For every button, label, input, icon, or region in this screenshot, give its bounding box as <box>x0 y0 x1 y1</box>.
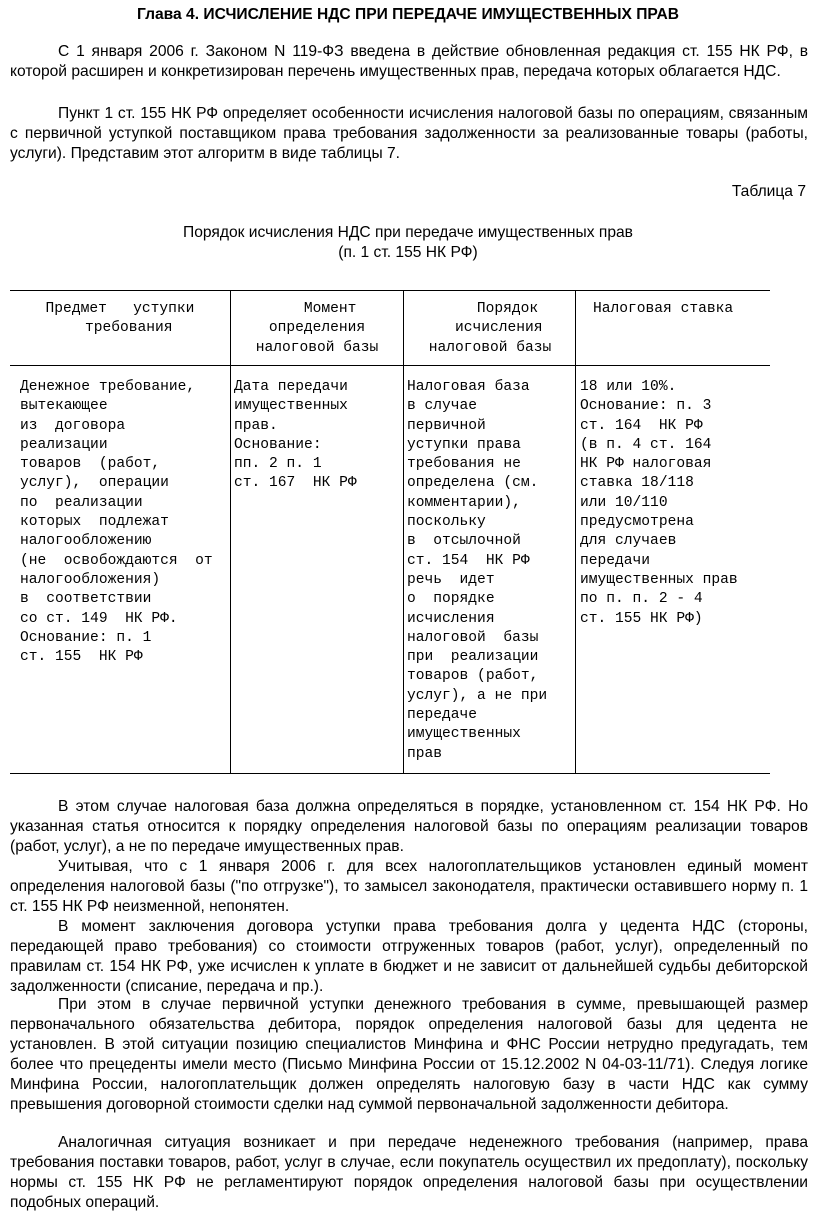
body-paragraph: В этом случае налоговая база должна определяться в порядке, установленном ст. 154 НК РФ. Но указанная статья относится к порядку определения налоговой базы по операциям реализации товаров (работ, услуг), а не по передаче имущественных прав. <box>10 798 808 855</box>
table-header-cell: Момент определения налоговой базы <box>255 301 379 356</box>
table-number: Таблица 7 <box>731 183 806 200</box>
table-column-divider <box>575 290 576 773</box>
table-header-cell: Предмет уступки требования <box>45 301 195 337</box>
intro-paragraph: С 1 января 2006 г. Законом N 119-ФЗ введена в действие обновленная редакция ст. 155 НК РФ, в которой расширен и конкретизирован перечень имущественных прав, передача которых облагается НДС. <box>10 43 808 80</box>
table-column-divider <box>403 290 404 773</box>
table-cell: Денежное требование, вытекающее из договора реализации товаров (работ, услуг), операции по реализации которых подлежат налогообложению (не освобождаются от налогообложения) в соответствии со ст. 149 НК РФ. Основание: п. 1 ст. 155 НК РФ <box>20 379 213 666</box>
body-paragraph: Аналогичная ситуация возникает и при передаче неденежного требования (например, права требования поставки товаров, работ, услуг в случае, если покупатель осуществил их предоплату), поскольку нормы ст. 155 НК РФ не регламентируют порядок определения налоговой базы при осуществлении подобных операций. <box>10 1134 808 1211</box>
body-paragraph: При этом в случае первичной уступки денежного требования в сумме, превышающей размер первоначального обязательства дебитора, порядок определения налоговой базы для цедента не установлен. В этой ситуации позицию специалистов Минфина и ФНС России нетрудно предугадать, тем более что прецеденты имели место (Письмо Минфина России от 15.12.2002 N 04-03-11/71). Следуя логике Минфина России, налогоплательщик должен определять налоговую базу в части НДС как сумму превышения договорной стоимости сделки над суммой первоначальной задолженности дебитора. <box>10 996 808 1113</box>
table-top-rule <box>10 290 770 291</box>
body-paragraph: Учитывая, что с 1 января 2006 г. для всех налогоплательщиков установлен единый момент определения налоговой базы ("по отгрузке"), то замысел законодателя, практически оставившего норму п. 1 ст. 155 НК РФ неизменной, непонятен. <box>10 858 808 915</box>
table-column-divider <box>230 290 231 773</box>
table-caption-reference: (п. 1 ст. 155 НК РФ) <box>338 244 478 261</box>
table-cell: Налоговая база в случае первичной уступки права требования не определена (см. комментарии), поскольку в отсылочной ст. 154 НК РФ речь идет о порядке исчисления налоговой базы при реализации товаров (работ, услуг), а не при передаче имущественных прав <box>407 379 548 762</box>
chapter-heading: Глава 4. ИСЧИСЛЕНИЕ НДС ПРИ ПЕРЕДАЧЕ ИМУЩЕСТВЕННЫХ ПРАВ <box>137 6 679 23</box>
table-cell: Дата передачи имущественных прав. Основание: пп. 2 п. 1 ст. 167 НК РФ <box>234 379 357 492</box>
table-cell: 18 или 10%. Основание: п. 3 ст. 164 НК РФ (в п. 4 ст. 164 НК РФ налоговая ставка 18/118 или 10/110 предусмотрена для случаев передачи имущественных прав по п. п. 2 - 4 ст. 155 НК РФ) <box>580 379 738 627</box>
table-header-cell: Порядок исчисления налоговой базы <box>428 301 552 356</box>
table-header-rule <box>10 365 770 366</box>
table-header-cell: Налоговая ставка <box>593 301 734 317</box>
intro-paragraph: Пункт 1 ст. 155 НК РФ определяет особенности исчисления налоговой базы по операциям, связанным с первичной уступкой поставщиком права требования задолженности за реализованные товары (работы, услуги). Представим этот алгоритм в виде таблицы 7. <box>10 105 808 162</box>
table-caption: Порядок исчисления НДС при передаче имущественных прав <box>183 224 633 241</box>
body-paragraph: В момент заключения договора уступки права требования долга у цедента НДС (стороны, передающей право требования) со стоимости отгруженных товаров (работ, услуг), определенный по правилам ст. 154 НК РФ, уже исчислен к уплате в бюджет и не зависит от дальнейшей судьбы дебиторской задолженности (списание, передача и пр.). <box>10 918 808 995</box>
table-bottom-rule <box>10 773 770 774</box>
